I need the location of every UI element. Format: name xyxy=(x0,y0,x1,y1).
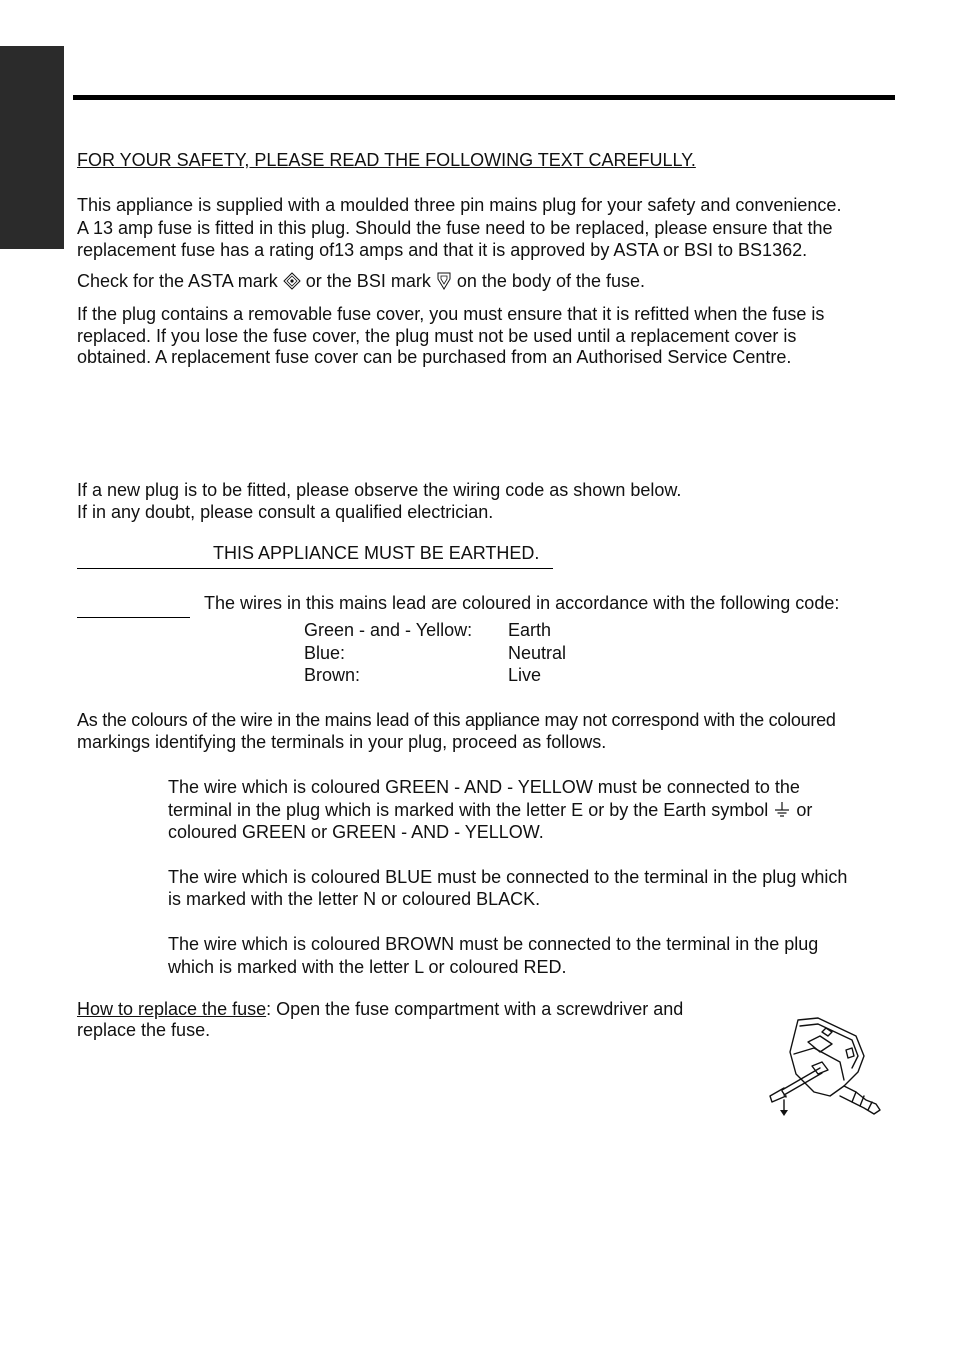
bsi-kitemark-icon xyxy=(436,271,452,290)
green-rule-line-2 xyxy=(168,799,812,821)
colours-note-line-2: markings identifying the terminals in your plug, proceed as follows. xyxy=(77,732,607,752)
fuse-replace-instruction: : Open the fuse compartment with a screwdriver and xyxy=(266,999,684,1019)
blue-rule-line-1: The wire which is coloured BLUE must be connected to the terminal in the plug which xyxy=(168,867,848,887)
fuse-replace-line-1 xyxy=(77,998,683,1020)
check-marks-line xyxy=(77,270,645,292)
fuse-replace-title: How to replace the fuse xyxy=(77,999,267,1019)
blue-rule-line-2: is marked with the letter N or coloured BLACK. xyxy=(168,889,541,909)
cover-line-2: replaced. If you lose the fuse cover, the plug must not be used until a replacement cover is xyxy=(77,326,797,346)
green-rule-line-3: coloured GREEN or GREEN - AND - YELLOW. xyxy=(168,822,544,842)
wire-colour: Blue: xyxy=(304,642,346,663)
intro-line-3: replacement fuse has a rating of13 amps and that it is approved by ASTA or BSI to BS1362. xyxy=(77,240,808,260)
plug-screwdriver-illustration xyxy=(760,1010,884,1120)
wire-row-live xyxy=(304,664,566,687)
check-part-3: on the body of the fuse. xyxy=(456,271,645,291)
new-plug-line-2: If in any doubt, please consult a qualified electrician. xyxy=(77,502,494,522)
cover-line-3: obtained. A replacement fuse cover can be purchased from an Authorised Service Centre. xyxy=(77,347,792,367)
wire-row-earth xyxy=(304,619,566,642)
wires-intro: The wires in this mains lead are coloured in accordance with the following code: xyxy=(204,593,840,613)
wire-colour: Green - and - Yellow: xyxy=(304,620,473,640)
cover-line-1: If the plug contains a removable fuse cover, you must ensure that it is refitted when the fuse is xyxy=(77,304,825,324)
earthed-rule xyxy=(77,568,553,569)
wire-colour: Brown: xyxy=(304,665,361,685)
intro-line-2: A 13 amp fuse is fitted in this plug. Should the fuse need to be replaced, please ensure that the xyxy=(77,218,833,238)
top-rule xyxy=(73,95,895,100)
green-rule-line-2a: terminal in the plug which is marked with the letter E or by the Earth symbol xyxy=(168,800,769,820)
asta-mark-icon xyxy=(283,272,301,290)
new-plug-line-1: If a new plug is to be fitted, please observe the wiring code as shown below. xyxy=(77,480,682,500)
wire-meaning: Neutral xyxy=(508,642,567,663)
wire-meaning: Earth xyxy=(508,620,552,640)
colours-note-line-1: As the colours of the wire in the mains lead of this appliance may not correspond with the coloured xyxy=(77,710,836,730)
side-tab xyxy=(0,46,64,249)
green-rule-line-2b: or xyxy=(796,800,813,820)
wire-code-table xyxy=(304,619,566,687)
brown-rule-line-1: The wire which is coloured BROWN must be connected to the terminal in the plug xyxy=(168,934,819,954)
green-rule-line-1: The wire which is coloured GREEN - AND - YELLOW must be connected to the xyxy=(168,777,800,797)
check-part-1: Check for the ASTA mark xyxy=(77,271,278,291)
intro-line-1: This appliance is supplied with a moulded three pin mains plug for your safety and convenience. xyxy=(77,195,842,215)
fuse-replace-line-2: replace the fuse. xyxy=(77,1020,211,1040)
check-part-2: or the BSI mark xyxy=(305,271,431,291)
wire-meaning: Live xyxy=(508,665,542,685)
wires-short-rule xyxy=(77,617,190,618)
brown-rule-line-2: which is marked with the letter L or coloured RED. xyxy=(168,957,567,977)
earth-symbol-icon xyxy=(773,801,791,819)
earthed-warning: THIS APPLIANCE MUST BE EARTHED. xyxy=(213,543,540,563)
safety-heading: FOR YOUR SAFETY, PLEASE READ THE FOLLOWING TEXT CAREFULLY. xyxy=(77,150,696,170)
wire-row-neutral xyxy=(304,642,566,665)
